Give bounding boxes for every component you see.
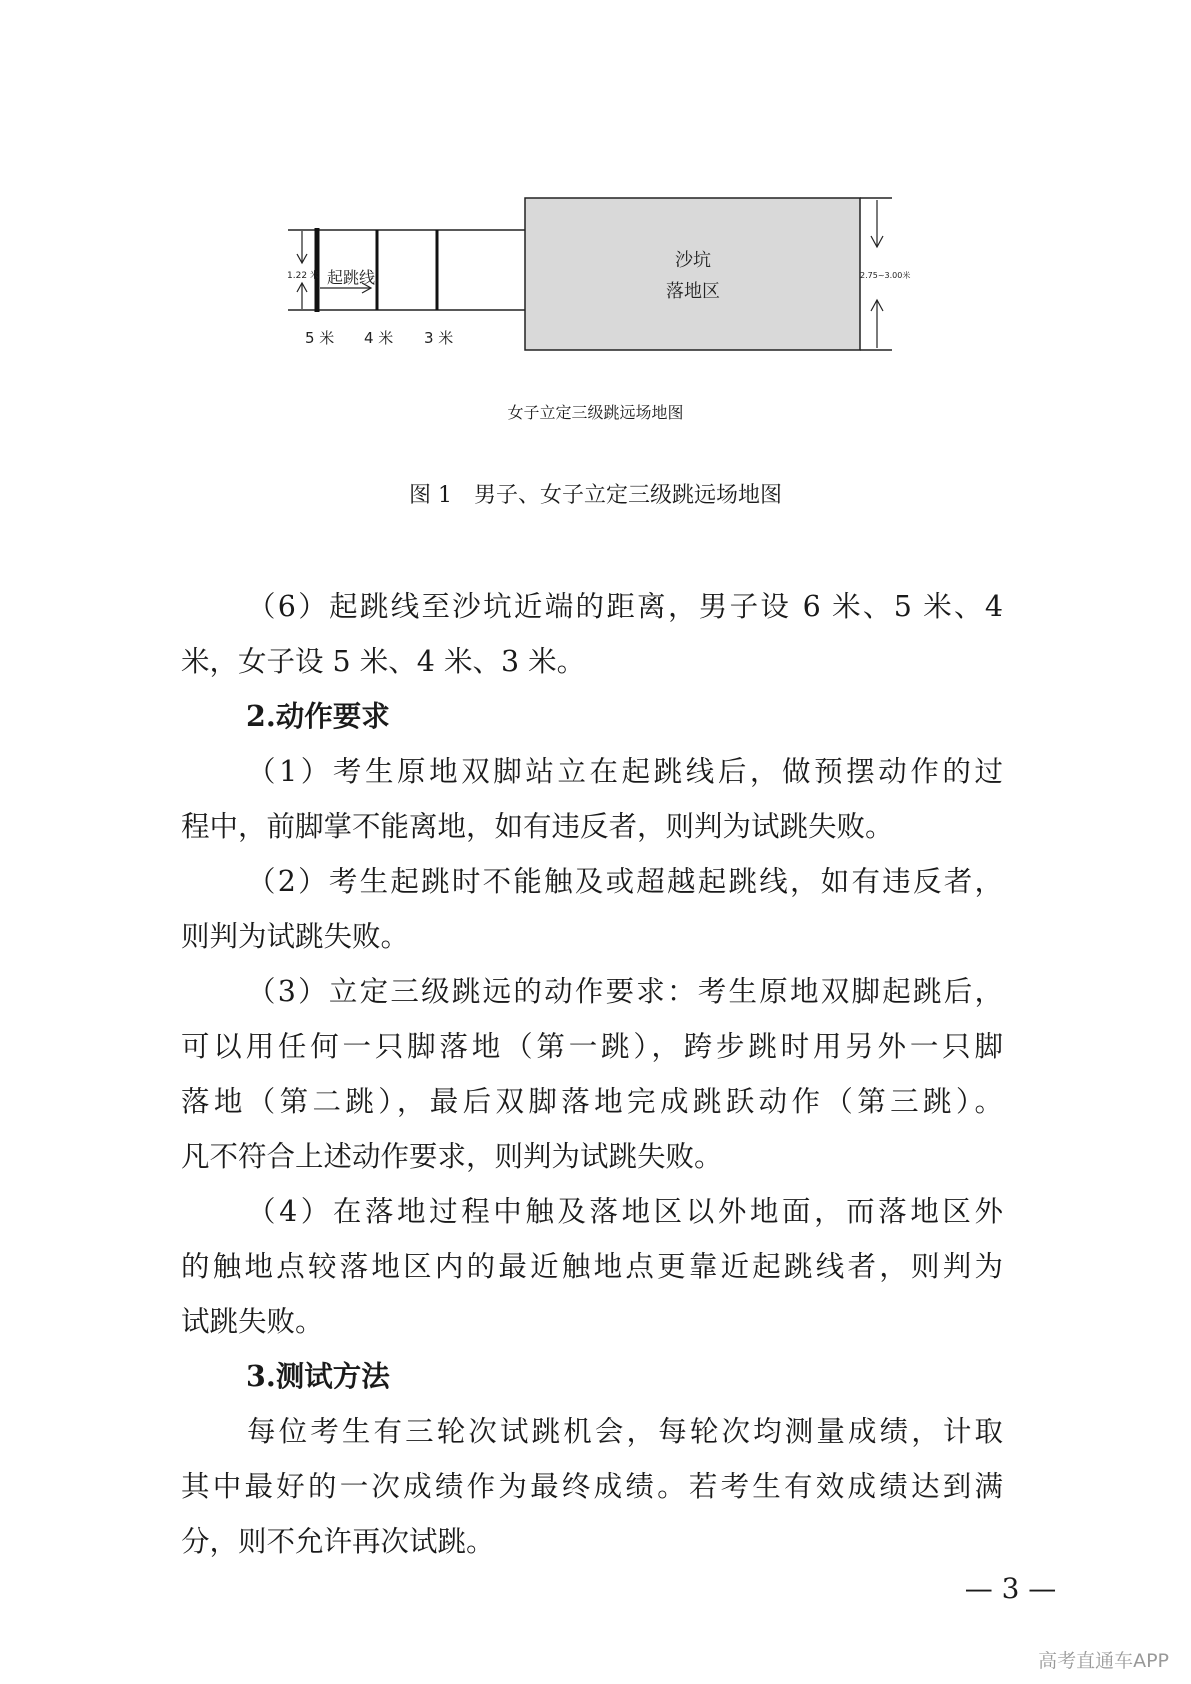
section-heading-3: 3.测试方法: [246, 1359, 390, 1393]
width-label: 1.22 米: [287, 271, 319, 281]
distance-label-3m: 3 米: [424, 329, 454, 347]
start-line-label: 起跳线: [327, 268, 376, 287]
pit-width-label: 2.75~3.00米: [860, 271, 911, 280]
paragraph-4: （4）在落地过程中触及落地区以外地面，而落地区外 的触地点较落地区内的最近触地点更靠近起跳线者，则判为 试跳失败。: [181, 1195, 1003, 1338]
watermark: 高考直通车APP: [1038, 1650, 1169, 1672]
paragraph-6: （6）起跳线至沙坑近端的距离，男子设 6 米、5 米、4 米，女子设 5 米、4 米、3 米。: [181, 590, 1003, 678]
sand-pit: [525, 198, 860, 350]
paragraph-2: （2）考生起跳时不能触及或超越起跳线，如有违反者， 则判为试跳失败。: [181, 865, 1003, 953]
distance-label-4m: 4 米: [364, 329, 394, 347]
paragraph-1: （1）考生原地双脚站立在起跳线后，做预摆动作的过 程中，前脚掌不能离地，如有违反者，则判为试跳失败。: [181, 755, 1003, 843]
distance-label-5m: 5 米: [305, 329, 335, 347]
field-diagram: [0, 0, 1191, 380]
page-number: — 3 —: [964, 1572, 1057, 1605]
pit-label-2: 落地区: [666, 281, 720, 302]
pit-label-1: 沙坑: [675, 250, 711, 271]
figure-caption: 图 1 男子、女子立定三级跳远场地图: [409, 483, 782, 508]
paragraph-3: （3）立定三级跳远的动作要求：考生原地双脚起跳后， 可以用任何一只脚落地（第一跳），跨步跳时用另外一只脚 落地（第二跳），最后双脚落地完成跳跃动作（第三跳）。 凡不符合上述动作要求，则判为试跳失败。: [181, 975, 1003, 1173]
section-heading-2: 2.动作要求: [246, 699, 390, 733]
figure-subcaption: 女子立定三级跳远场地图: [507, 403, 684, 422]
paragraph-5: 每位考生有三轮次试跳机会，每轮次均测量成绩，计取 其中最好的一次成绩作为最终成绩。若考生有效成绩达到满 分，则不允许再次试跳。: [181, 1415, 1003, 1558]
